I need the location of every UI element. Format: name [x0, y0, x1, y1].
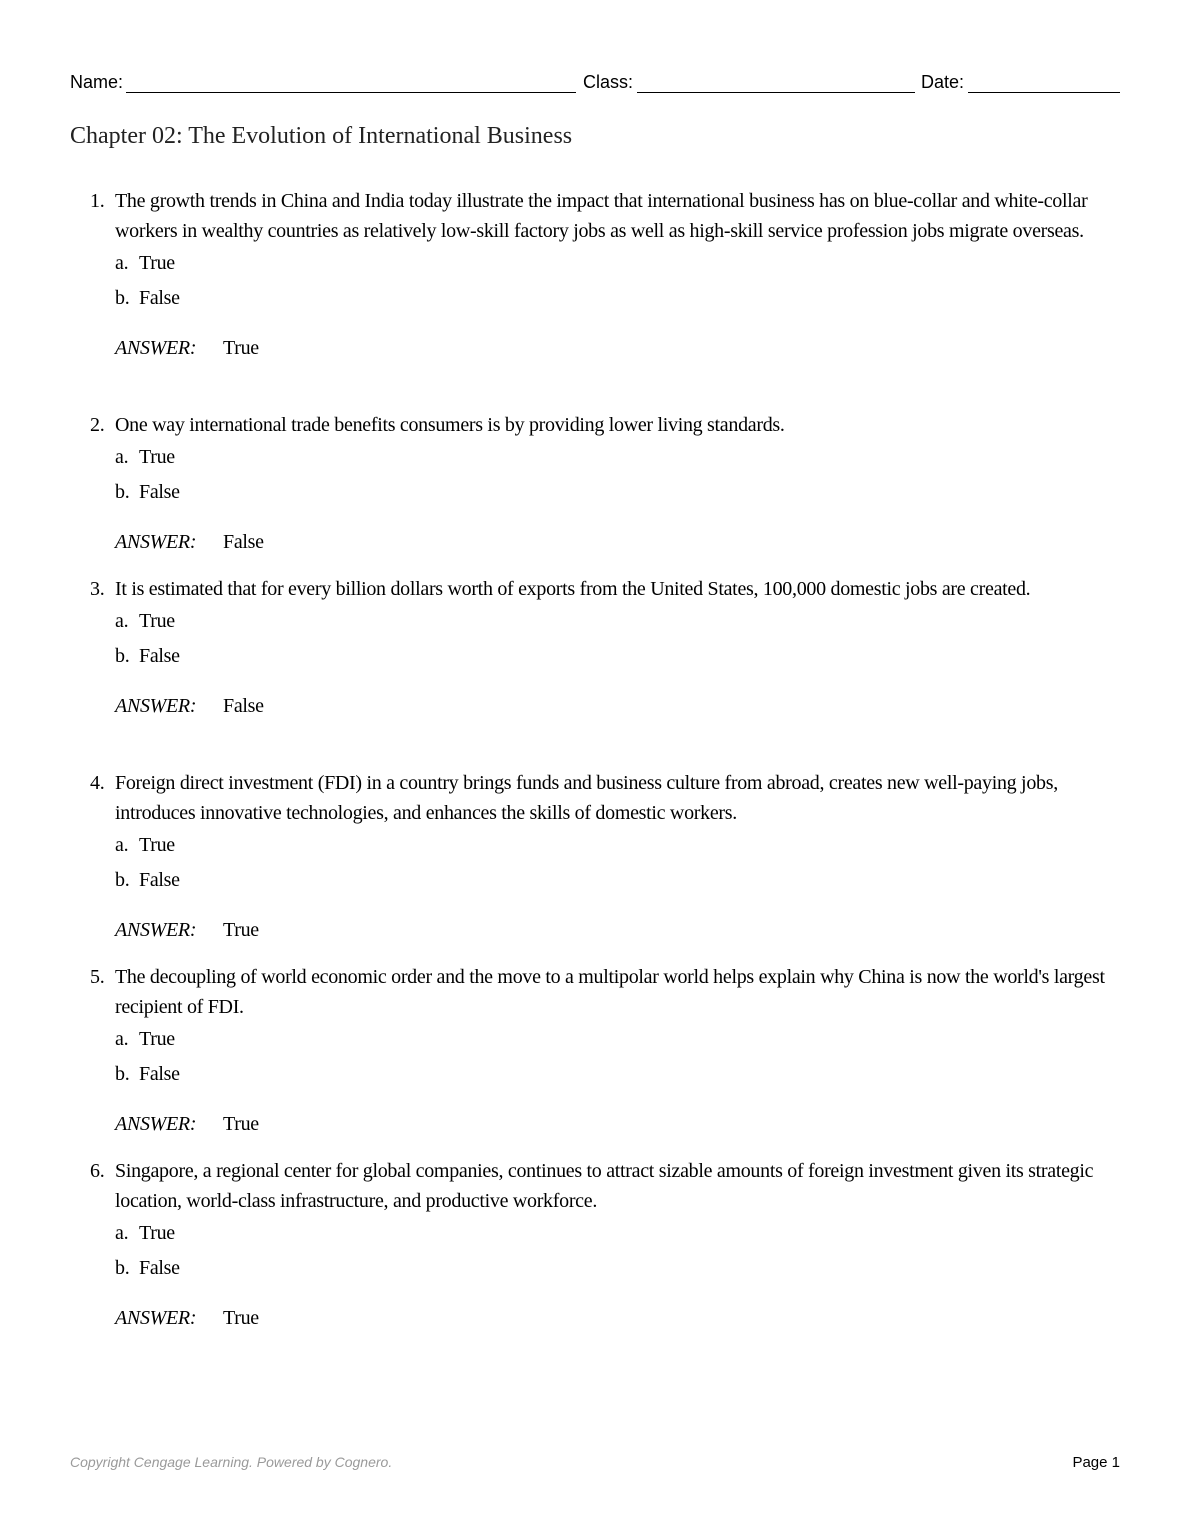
- option-text: False: [139, 1063, 180, 1085]
- option-letter: a.: [115, 834, 129, 856]
- class-blank-line[interactable]: [637, 92, 915, 93]
- answer-line: [70, 1109, 1120, 1139]
- option-text: True: [139, 610, 175, 632]
- option-text: False: [139, 645, 180, 667]
- question-4: [70, 768, 1120, 945]
- answer-value: True: [223, 919, 259, 941]
- question-stem: [70, 962, 1120, 1022]
- option-text: False: [139, 287, 180, 309]
- answer-value: True: [223, 1307, 259, 1329]
- option-text: True: [139, 252, 175, 274]
- option-letter: b.: [115, 1257, 130, 1279]
- option-a: [70, 606, 1120, 636]
- option-a: [70, 442, 1120, 472]
- question-number: 4.: [90, 772, 105, 794]
- question-stem: [70, 574, 1120, 604]
- answer-label: ANSWER:: [115, 919, 197, 941]
- question-text: It is estimated that for every billion dollars worth of exports from the United States, 100,000 domestic jobs are created.: [115, 578, 1031, 600]
- option-letter: b.: [115, 645, 130, 667]
- option-b: [70, 865, 1120, 895]
- question-5: [70, 962, 1120, 1139]
- chapter-title: Chapter 02: The Evolution of International Business: [70, 123, 573, 149]
- answer-line: [70, 691, 1120, 721]
- question-text: The growth trends in China and India today illustrate the impact that international business has on blue-collar and white-collar workers in wealthy countries as relatively low-skill factory jobs as well as high-skill service profession jobs migrate overseas.: [115, 190, 1088, 242]
- question-stem: [70, 186, 1120, 246]
- option-letter: b.: [115, 1063, 130, 1085]
- name-blank-line[interactable]: [126, 92, 576, 93]
- option-letter: a.: [115, 610, 129, 632]
- question-3: [70, 574, 1120, 721]
- answer-value: True: [223, 1113, 259, 1135]
- date-label: Date:: [921, 72, 965, 92]
- answer-label: ANSWER:: [115, 695, 197, 717]
- question-2: [70, 410, 1120, 557]
- option-letter: b.: [115, 869, 130, 891]
- option-a: [70, 1218, 1120, 1248]
- answer-value: False: [223, 531, 264, 553]
- option-a: [70, 830, 1120, 860]
- question-number: 5.: [90, 966, 105, 988]
- option-text: False: [139, 481, 180, 503]
- answer-line: [70, 1303, 1120, 1333]
- question-text: One way international trade benefits consumers is by providing lower living standards.: [115, 414, 785, 436]
- question-stem: [70, 768, 1120, 828]
- option-text: False: [139, 869, 180, 891]
- answer-label: ANSWER:: [115, 1307, 197, 1329]
- date-blank-line[interactable]: [968, 92, 1120, 93]
- option-b: [70, 1253, 1120, 1283]
- question-number: 6.: [90, 1160, 105, 1182]
- question-number: 1.: [90, 190, 105, 212]
- option-letter: a.: [115, 252, 129, 274]
- option-a: [70, 1024, 1120, 1054]
- class-label: Class:: [583, 72, 634, 92]
- question-text: The decoupling of world economic order and the move to a multipolar world helps explain why China is now the world's largest recipient of FDI.: [115, 966, 1105, 1018]
- question-text: Singapore, a regional center for global companies, continues to attract sizable amounts of foreign investment given its strategic location, world-class infrastructure, and productive workforce.: [115, 1160, 1094, 1212]
- question-number: 3.: [90, 578, 105, 600]
- option-text: True: [139, 1222, 175, 1244]
- footer-copyright: Copyright Cengage Learning. Powered by Cognero.: [70, 1454, 393, 1470]
- answer-line: [70, 527, 1120, 557]
- answer-line: [70, 333, 1120, 363]
- question-6: [70, 1156, 1120, 1333]
- answer-label: ANSWER:: [115, 531, 197, 553]
- header-fields: [70, 71, 1120, 95]
- option-letter: a.: [115, 1222, 129, 1244]
- option-text: False: [139, 1257, 180, 1279]
- question-1: [70, 186, 1120, 363]
- answer-value: True: [223, 337, 259, 359]
- option-b: [70, 477, 1120, 507]
- option-letter: a.: [115, 446, 129, 468]
- option-text: True: [139, 834, 175, 856]
- option-text: True: [139, 446, 175, 468]
- answer-value: False: [223, 695, 264, 717]
- option-letter: b.: [115, 481, 130, 503]
- option-b: [70, 1059, 1120, 1089]
- answer-label: ANSWER:: [115, 337, 197, 359]
- option-text: True: [139, 1028, 175, 1050]
- option-a: [70, 248, 1120, 278]
- option-b: [70, 641, 1120, 671]
- option-b: [70, 283, 1120, 313]
- option-letter: a.: [115, 1028, 129, 1050]
- question-stem: [70, 1156, 1120, 1216]
- name-label: Name:: [70, 72, 124, 92]
- page-number: Page 1: [1072, 1454, 1120, 1471]
- option-letter: b.: [115, 287, 130, 309]
- question-text: Foreign direct investment (FDI) in a country brings funds and business culture from abroad, creates new well-paying jobs, introduces innovative technologies, and enhances the skills of domestic workers.: [115, 772, 1058, 824]
- question-number: 2.: [90, 414, 105, 436]
- answer-line: [70, 915, 1120, 945]
- answer-label: ANSWER:: [115, 1113, 197, 1135]
- question-stem: [70, 410, 1120, 440]
